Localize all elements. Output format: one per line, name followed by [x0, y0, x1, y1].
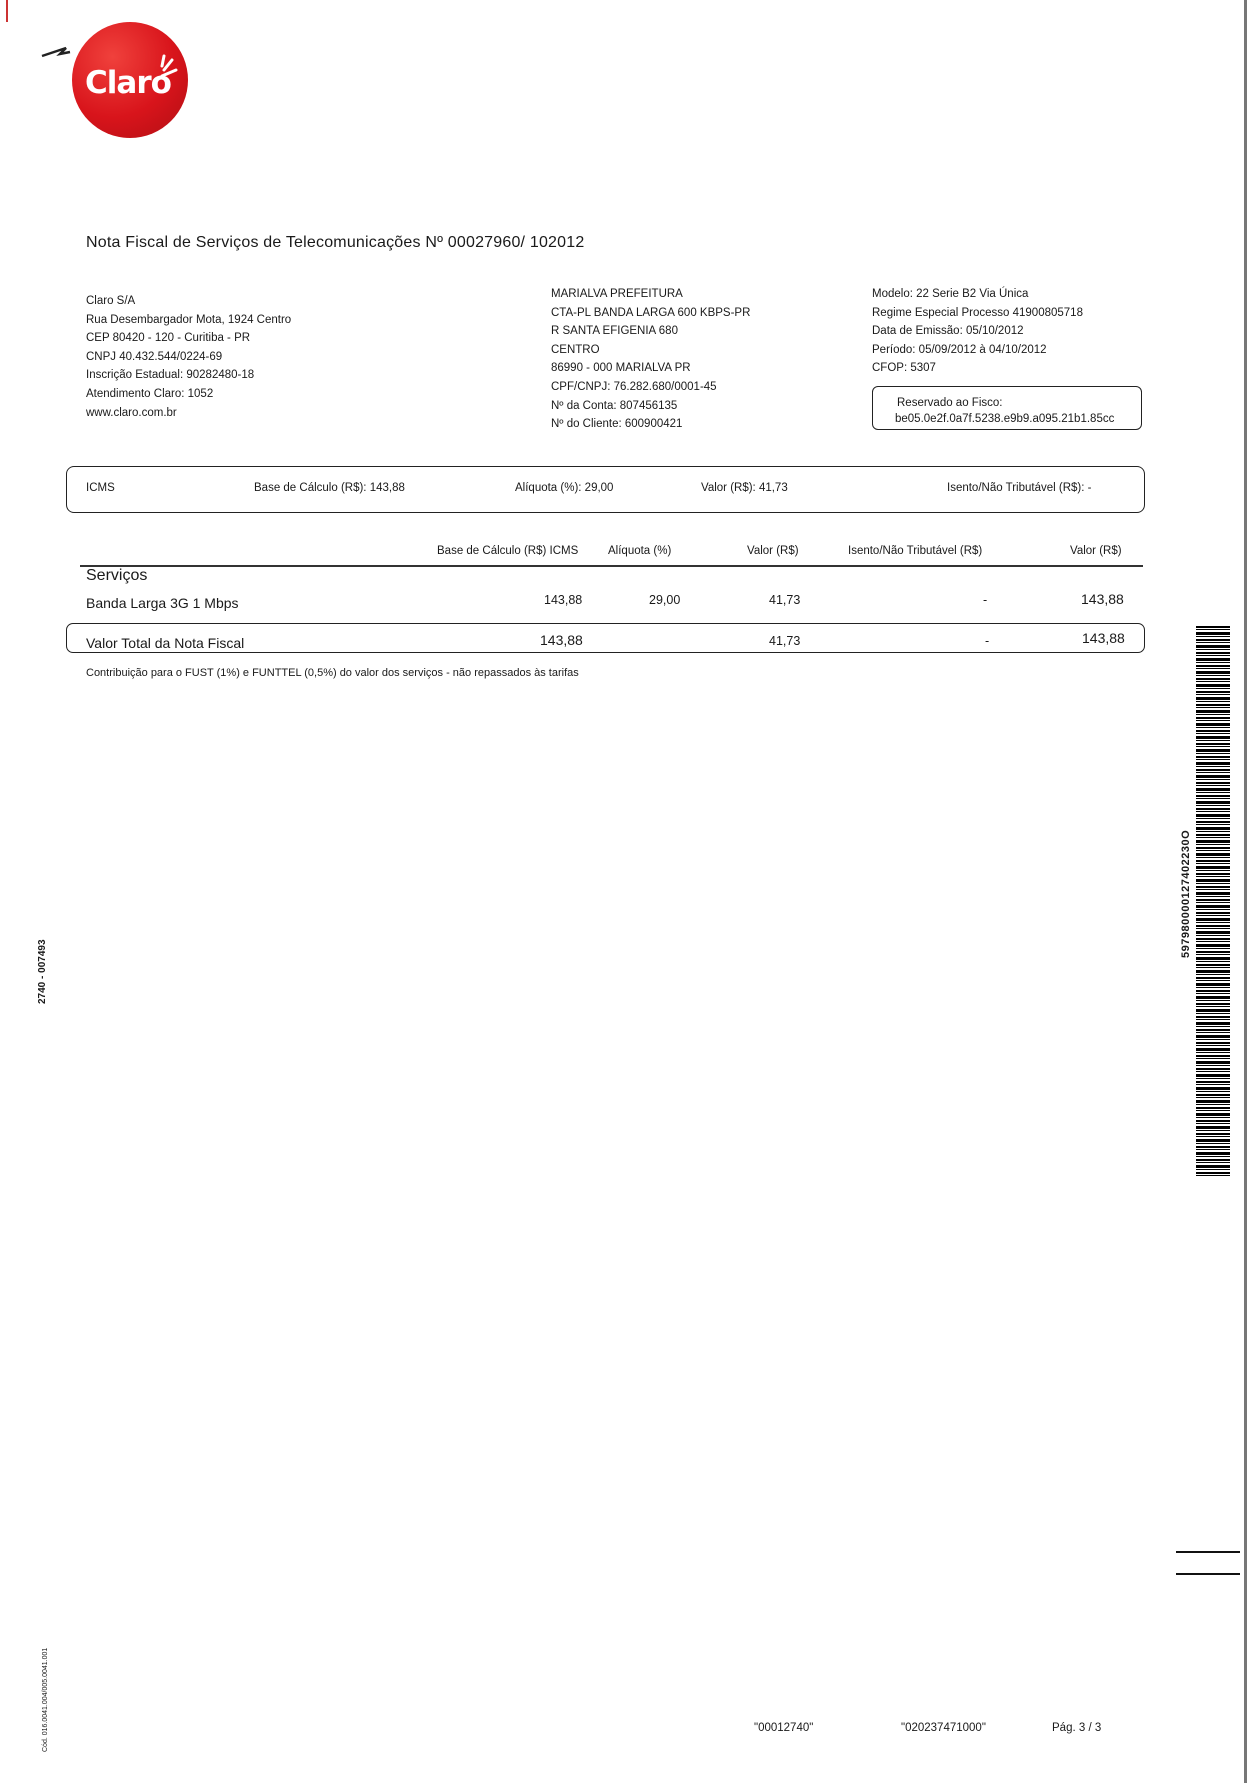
invoice-title: Nota Fiscal de Serviços de Telecomunicações Nº 00027960/ 102012 [86, 234, 585, 251]
logo-text: Claro [85, 65, 171, 101]
invoice-info-line: Regime Especial Processo 41900805718 [872, 306, 1083, 319]
customer-line: CTA-PL BANDA LARGA 600 KBPS-PR [551, 306, 751, 319]
header-total: Valor (R$) [1070, 545, 1122, 557]
icms-base: Base de Cálculo (R$): 143,88 [254, 482, 405, 494]
invoice-info-line: Data de Emissão: 05/10/2012 [872, 325, 1024, 338]
footer-code-1: "00012740" [754, 1722, 814, 1734]
fold-mark [1176, 1551, 1240, 1553]
issuer-line: Atendimento Claro: 1052 [86, 387, 214, 400]
barcode-number: 597980000127402230O [1180, 829, 1192, 958]
header-isento: Isento/Não Tributável (R$) [848, 545, 983, 557]
fisco-box [872, 386, 1142, 430]
invoice-info-line: CFOP: 5307 [872, 362, 936, 375]
logo-rays-icon [158, 52, 184, 82]
customer-line: Nº do Cliente: 600900421 [551, 418, 683, 431]
customer-line: CPF/CNPJ: 76.282.680/0001-45 [551, 380, 717, 393]
fold-mark [1176, 1573, 1240, 1575]
scan-edge-mark [6, 0, 8, 22]
service-name: Banda Larga 3G 1 Mbps [86, 595, 239, 611]
swoosh-icon [40, 42, 74, 62]
service-base: 143,88 [544, 593, 583, 607]
issuer-block [86, 292, 291, 422]
icms-summary-box [66, 466, 1145, 513]
issuer-line: www.claro.com.br [86, 406, 177, 419]
barcode [1196, 626, 1230, 1178]
issuer-line: CEP 80420 - 120 - Curitiba - PR [86, 332, 251, 345]
total-isento: - [985, 634, 990, 648]
issuer-line: CNPJ 40.432.544/0224-69 [86, 350, 223, 363]
icms-label: ICMS [86, 482, 115, 494]
customer-block [551, 285, 750, 434]
invoice-info-line: Modelo: 22 Serie B2 Via Única [872, 288, 1029, 300]
page-number: Pág. 3 / 3 [1052, 1722, 1102, 1734]
issuer-line: Rua Desembargador Mota, 1924 Centro [86, 313, 292, 326]
icms-valor: Valor (R$): 41,73 [701, 482, 788, 494]
service-aliquota: 29,00 [649, 593, 681, 607]
header-valor: Valor (R$) [747, 545, 799, 557]
fust-funttel-note: Contribuição para o FUST (1%) e FUNTTEL (0,5%) do valor dos serviços - não repassados às tarifas [86, 667, 579, 679]
service-isento: - [983, 593, 988, 607]
customer-line: 86990 - 000 MARIALVA PR [551, 362, 691, 375]
issuer-line: Inscrição Estadual: 90282480-18 [86, 369, 255, 382]
fisco-label: Reservado ao Fisco: [897, 397, 1003, 409]
icms-aliquota: Alíquota (%): 29,00 [515, 482, 614, 494]
customer-line: CENTRO [551, 343, 600, 356]
footer-code-2: "020237471000" [901, 1722, 986, 1734]
table-header-rule [80, 565, 1143, 567]
icms-isento: Isento/Não Tributável (R$): - [947, 482, 1092, 494]
service-total: 143,88 [1081, 591, 1124, 607]
page-edge-rule [1244, 0, 1247, 1783]
invoice-info-line: Período: 05/09/2012 à 04/10/2012 [872, 343, 1047, 356]
header-aliquota: Alíquota (%) [608, 545, 672, 557]
header-base: Base de Cálculo (R$) ICMS [437, 545, 579, 557]
customer-line: MARIALVA PREFEITURA [551, 288, 683, 300]
customer-line: Nº da Conta: 807456135 [551, 399, 678, 412]
issuer-line: Claro S/A [86, 295, 136, 307]
total-base: 143,88 [540, 632, 583, 648]
services-heading: Serviços [86, 567, 148, 584]
fisco-code: be05.0e2f.0a7f.5238.e9b9.a095.21b1.85cc [895, 413, 1115, 425]
invoice-info-block [872, 285, 1083, 378]
customer-line: R SANTA EFIGENIA 680 [551, 325, 678, 338]
total-label: Valor Total da Nota Fiscal [86, 635, 245, 651]
form-code: Cód. 016.0041.004/005.0041.001 [42, 1647, 49, 1752]
total-valor: 41,73 [769, 634, 801, 648]
side-control-code: 2740 - 007493 [37, 939, 48, 1004]
total-amount: 143,88 [1082, 630, 1125, 646]
service-valor: 41,73 [769, 593, 801, 607]
